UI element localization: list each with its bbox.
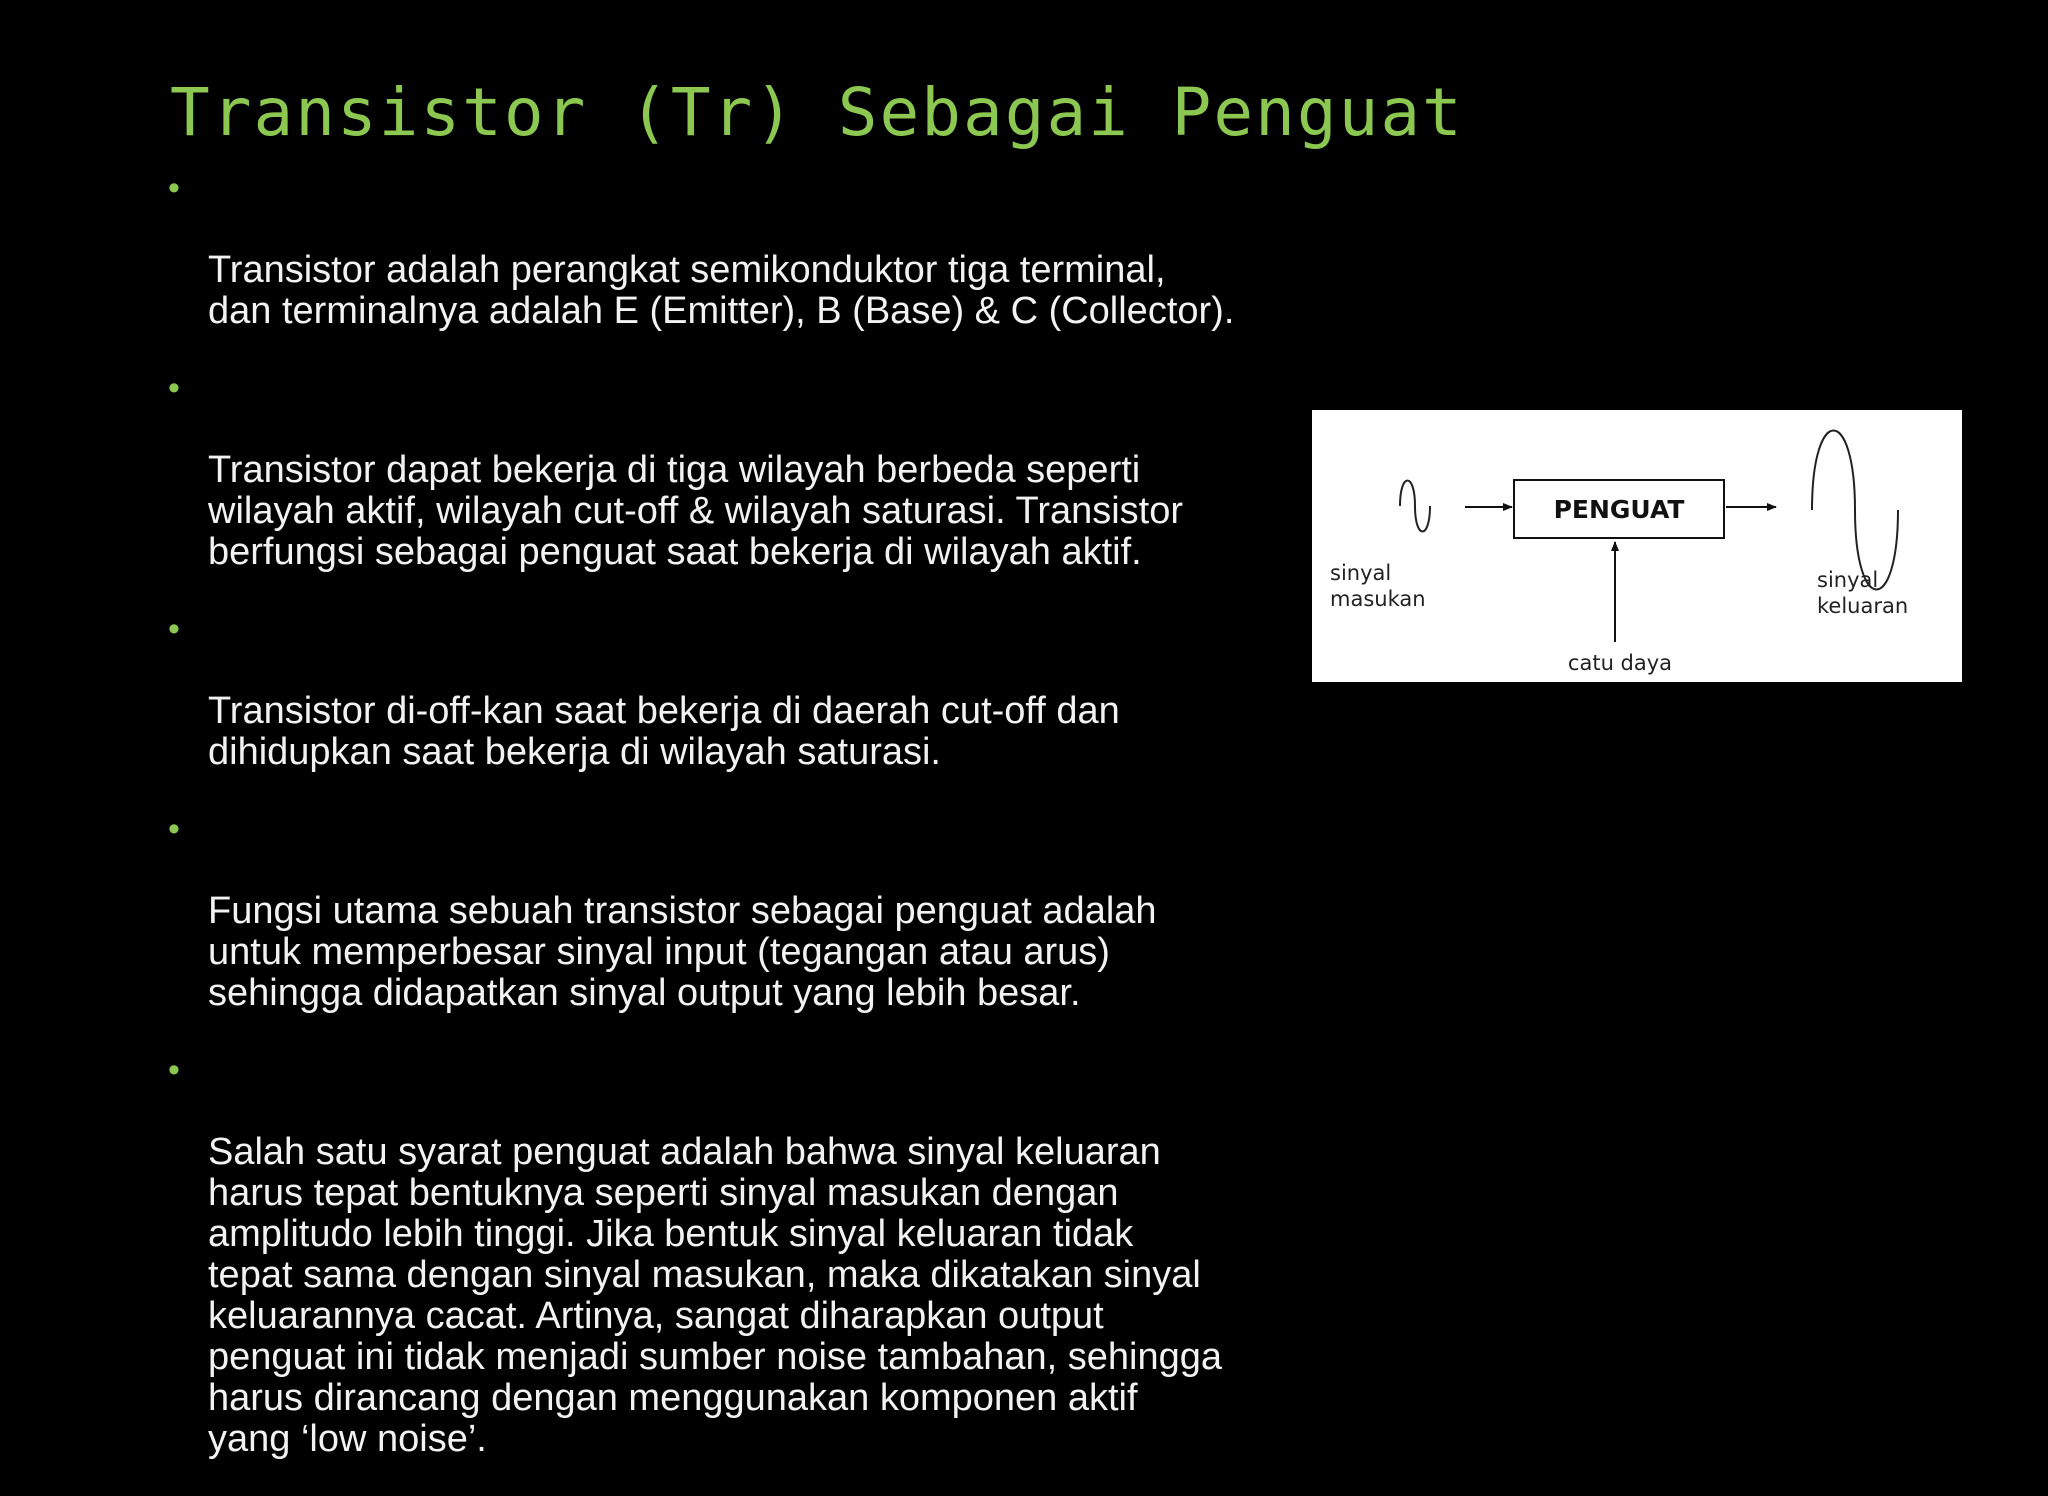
amplifier-diagram	[1312, 410, 1962, 682]
bullet-item	[168, 168, 1318, 332]
bullet-text: Transistor di-off-kan saat bekerja di daerah cut-off dan dihidupkan saat bekerja di wilayah saturasi.	[208, 690, 1120, 773]
power-label: catu daya	[1567, 651, 1673, 675]
bullet-icon: •	[168, 610, 180, 648]
bullet-item	[168, 368, 1318, 573]
bullet-icon: •	[168, 369, 180, 407]
bullet-text: Fungsi utama sebuah transistor sebagai penguat adalah untuk memperbesar sinyal input (tegangan atau arus) sehingga didapatkan sinyal output yang lebih besar.	[208, 890, 1157, 1014]
bullet-item	[168, 1050, 1318, 1460]
amplifier-box-label: PENGUAT	[1553, 495, 1685, 524]
bullet-item	[168, 609, 1318, 773]
bullet-list	[168, 168, 1318, 1496]
amplifier-diagram-svg	[1312, 410, 1962, 682]
input-signal-wave	[1400, 481, 1430, 532]
bullet-text: Transistor adalah perangkat semikonduktor tiga terminal, dan terminalnya adalah E (Emitter), B (Base) & C (Collector).	[208, 249, 1235, 332]
output-label-line2: keluaran	[1817, 594, 1909, 618]
bullet-text: Salah satu syarat penguat adalah bahwa sinyal keluaran harus tepat bentuknya seperti sinyal masukan dengan amplitudo lebih tinggi. Jika bentuk sinyal keluaran tidak tepat sama dengan sinyal masukan, maka dikatakan sinyal keluarannya cacat. Artinya, sangat diharapkan output penguat ini tidak menjadi sumber noise tambahan, sehingga harus dirancang dengan menggunakan komponen aktif yang ‘low noise’.	[208, 1131, 1222, 1460]
bullet-icon: •	[168, 1051, 180, 1089]
bullet-text: Transistor dapat bekerja di tiga wilayah berbeda seperti wilayah aktif, wilayah cut-off & wilayah saturasi. Transistor berfungsi sebagai penguat saat bekerja di wilayah aktif.	[208, 449, 1184, 573]
bullet-item	[168, 809, 1318, 1014]
input-label-line1: sinyal	[1330, 561, 1392, 585]
output-label-line1: sinyal	[1817, 568, 1879, 592]
bullet-icon: •	[168, 169, 180, 207]
output-signal-wave	[1812, 431, 1898, 590]
bullet-icon: •	[168, 810, 180, 848]
input-label-line2: masukan	[1330, 587, 1426, 611]
slide-title: Transistor (Tr) Sebagai Penguat	[170, 74, 1464, 151]
